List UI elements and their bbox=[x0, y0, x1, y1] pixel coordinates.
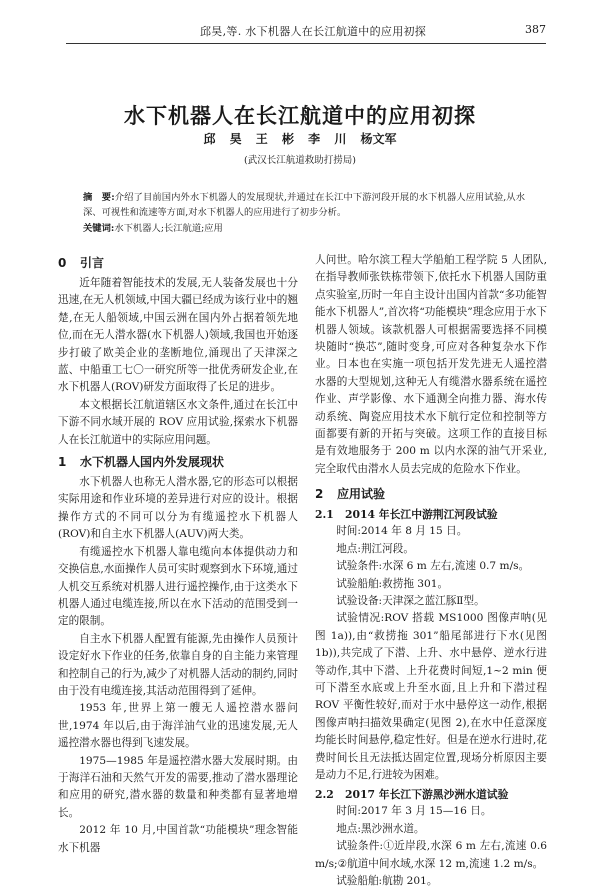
test-ship: 试验船舶:航勘 201。 bbox=[336, 875, 438, 887]
section-number: 0 bbox=[58, 256, 67, 270]
left-column bbox=[58, 250, 298, 857]
abstract-label: 摘 要: bbox=[83, 192, 115, 203]
test-place: 地点:黑沙洲水道。 bbox=[336, 822, 425, 835]
authors: 邱 昊 王 彬 李 川 杨文军 bbox=[203, 132, 397, 146]
affiliation: (武汉长江航道救助打捞局) bbox=[244, 155, 356, 166]
test-description: 试验情况:ROV 搭载 MS1000 图像声呐(见图 1a)),由“救捞拖 301”船尾部进行下水(见图 1b)),共完成了下潜、上升、水中悬停、逆水行进等动作,其中下潜、上升花费时间短,1~2 min 便可下潜至水底或上升至水面,且上升和下潜过程 ROV 平衡性较好,而对于水中悬停这一动作,根据图像声呐扫描效果确定(见图 2),在水中任意深度均能长时间悬停,稳定性好。但是在逆水行进时,花费时间长且无法抵达固定位置,现场分析原因主要是动力不足,行进较为困难。 bbox=[315, 612, 547, 781]
subsection-number: 2.1 bbox=[315, 508, 334, 522]
keywords bbox=[83, 221, 525, 236]
keywords-label: 关键词: bbox=[83, 223, 115, 234]
section-number: 2 bbox=[315, 487, 324, 502]
keywords-text: 水下机器人;长江航道;应用 bbox=[114, 223, 223, 234]
section-title: 引言 bbox=[80, 256, 105, 270]
paper-title: 水下机器人在长江航道中的应用初探 bbox=[124, 103, 476, 128]
abstract bbox=[83, 190, 525, 220]
test-conditions: 试验条件:水深 6 m 左右,流速 0.7 m/s。 bbox=[336, 560, 530, 573]
front-matter bbox=[83, 190, 525, 236]
test-time: 时间:2017 年 3 月 15—16 日。 bbox=[336, 805, 492, 818]
paragraph: 1953 年,世界上第一艘无人遥控潜水器问世,1974 年以后,由于海洋油气业的迅速发展,无人遥控潜水器也得到飞速发展。 bbox=[58, 702, 298, 750]
test-ship: 试验船舶:救捞拖 301。 bbox=[336, 577, 449, 590]
paragraph: 2012 年 10 月,中国首款“功能模块”理念智能水下机器 bbox=[58, 824, 298, 854]
running-head: 邱昊,等. 水下机器人在长江航道中的应用初探 bbox=[200, 25, 427, 38]
paragraph: 自主水下机器人配置有能源,先由操作人员预计设定好水下作业的任务,依靠自身的自主能力来管理和控制自己的行为,减少了对机器人活动的制约,同时由于没有电缆连接,其活动范围得到了延伸。 bbox=[58, 632, 298, 697]
subsection-heading bbox=[315, 786, 547, 803]
section-heading bbox=[58, 454, 298, 470]
subsection-number: 2.2 bbox=[315, 788, 334, 802]
subsection-heading bbox=[315, 506, 547, 523]
section-title: 水下机器人国内外发展现状 bbox=[80, 455, 225, 470]
paragraph: 本文根据长江航道辖区水文条件,通过在长江中下游不同水域开展的 ROV 应用试验,探索水下机器人在长江航道中的实际应用问题。 bbox=[58, 398, 298, 446]
header-rule bbox=[66, 43, 546, 44]
subsection-title: 2017 年长江下游黑沙洲水道试验 bbox=[345, 788, 509, 802]
test-equipment: 试验设备:天津深之蓝江豚Ⅱ型。 bbox=[336, 594, 485, 607]
page-number: 387 bbox=[525, 23, 546, 36]
paragraph: 近年随着智能技术的发展,无人装备发展也十分迅速,在无人机领域,中国大疆已经成为该行业中的翘楚,在无人船领域,中国云洲在国内外占据着领先地位,而在无人潜水器(水下机器人)领域,我国也开始逐步打破了欧美企业的垄断地位,涌现出了天津深之蓝、中船重工七〇一研究所等一批优秀研发企业,在水下机器人(ROV)研发方面取得了长足的进步。 bbox=[58, 277, 298, 394]
section-heading bbox=[315, 486, 547, 502]
section-heading bbox=[58, 255, 298, 271]
section-number: 1 bbox=[58, 455, 67, 470]
test-place: 地点:荆江河段。 bbox=[336, 542, 414, 555]
paragraph: 1975—1985 年是遥控潜水器大发展时期。由于海洋石油和天然气开发的需要,推动了潜水器理论和应用的研究,潜水器的数量和种类都有显著地增长。 bbox=[58, 754, 298, 819]
paragraph: 有缆遥控水下机器人靠电缆向本体提供动力和交换信息,水面操作人员可实时观察到水下环境,通过人机交互系统对机器人进行遥控操作,由于这类水下机器人通过电缆连接,所以在水下活动的范围受到一定的限制。 bbox=[58, 545, 298, 628]
abstract-text: 介绍了目前国内外水下机器人的发展现状,并通过在长江中下游河段开展的水下机器人应用试验,从水深、可视性和流速等方面,对水下机器人的应用进行了初步分析。 bbox=[83, 192, 525, 218]
test-conditions: 试验条件:①近岸段,水深 6 m 左右,流速 0.6 m/s;②航道中间水域,水深 12 m,流速 1.2 m/s。 bbox=[315, 840, 547, 870]
test-time: 时间:2014 年 8 月 15 日。 bbox=[336, 525, 468, 538]
right-column bbox=[315, 252, 547, 890]
subsection-title: 2014 年长江中游荆江河段试验 bbox=[345, 508, 498, 522]
section-title: 应用试验 bbox=[337, 487, 386, 502]
paragraph: 水下机器人也称无人潜水器,它的形态可以根据实际用途和作业环境的差异进行对应的设计。根据操作方式的不同可以分为有缆遥控水下机器人(ROV)和自主水下机器人(AUV)两大类。 bbox=[58, 476, 298, 541]
paragraph-continued: 人问世。哈尔滨工程大学船舶工程学院 5 人团队,在指导教师张铁栋带领下,依托水下机器人国防重点实验室,历时一年自主设计出国内首款“多功能智能水下机器人”,首次将“功能模块”理念应用于水下机器人领域。该款机器人可根据需要选择不同模块随时“换芯”,随时变身,可应对各种复杂水下作业。日本也在实施一项包括开发先进无人遥控潜水器的大型规划,这种无人有缆潜水器系统在遥控作业、声学影像、水下通测全向推力器、海水传动系统、陶瓷应用技术水下航行定位和控制等方面都要有新的开拓与突破。这项工作的直接目标是有效地服务于 200 m 以内水深的油气开采业,完全取代由潜水人员去完成的危险水下作业。 bbox=[315, 254, 547, 475]
